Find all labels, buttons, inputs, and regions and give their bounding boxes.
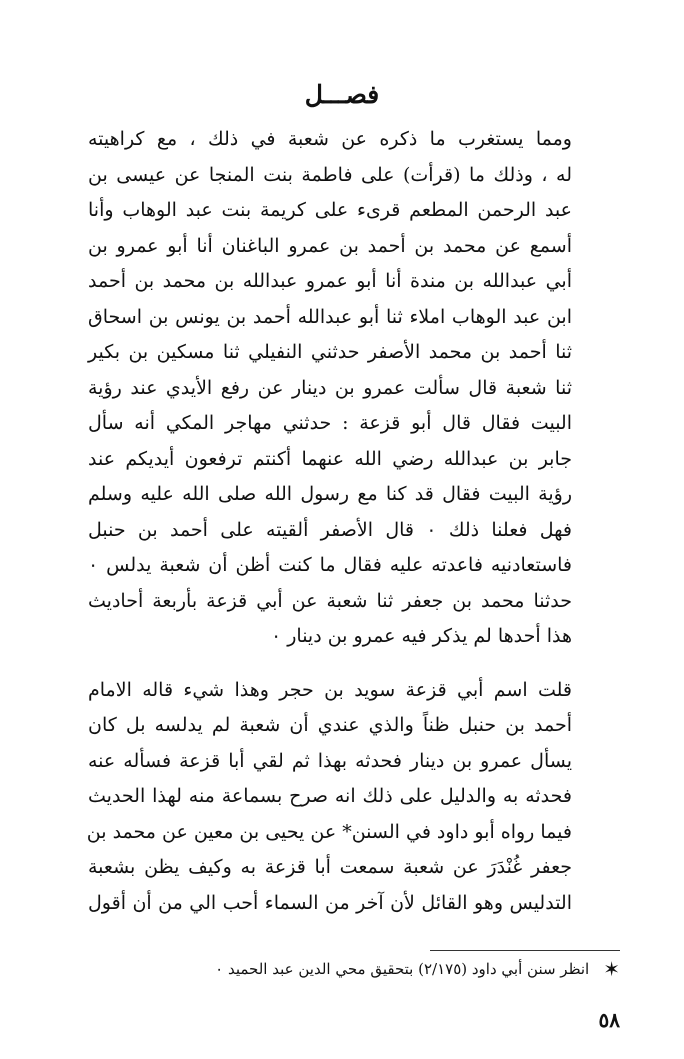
text-line: قلت اسم أبي قزعة سويد بن حجر وهذا شيء قاله الامام (88, 678, 572, 701)
text-line: البيت فقال قال أبو قزعة : حدثني مهاجر المكي أنه سأل (88, 412, 572, 434)
text-line: أبي عبدالله بن مندة أنا أبو عمرو عبدالله بن محمد بن أحمد (88, 270, 572, 292)
section-heading-text: فصـــل (304, 80, 380, 109)
text-line: جابر بن عبدالله رضي الله عنهما أكنتم ترفعون أيديكم عند (88, 447, 572, 470)
text-line: فاستعادنيه فاعدته عليه فقال ما كنت أظن أن شعبة يدلس ٠ (88, 554, 572, 576)
text-line: التدليس وهو القائل لأن آخر من السماء أحب الي من أن أقول (88, 891, 572, 914)
footnote-divider (430, 950, 620, 951)
text-line: يسأل عمرو بن دينار فحدثه بهذا ثم لقي أبا قزعة فسأله عنه (88, 749, 572, 772)
text-line: ابن عبد الوهاب املاء ثنا أبو عبدالله أحمد بن يونس بن اسحاق (88, 305, 572, 328)
footnote-star-icon: ✶ (603, 957, 620, 981)
footnote-text: انظر سنن أبي داود (٢/١٧٥) بتحقيق محي الدين عبد الحميد ٠ (215, 960, 590, 978)
text-line: عبد الرحمن المطعم قرىء على كريمة بنت عبد الوهاب وأنا (88, 199, 572, 221)
section-heading (0, 78, 684, 112)
body-text (88, 122, 620, 921)
text-line: جعفر غُنْدَرَ عن شعبة سمعت أبا قزعة به وكيف يظن بشعبة (88, 856, 572, 878)
text-line: حدثنا محمد بن جعفر ثنا شعبة عن أبي قزعة بأربعة أحاديث (88, 589, 572, 612)
paragraph-1 (88, 122, 620, 655)
page-number: ٥٨ (598, 1008, 620, 1032)
text-line: رؤية البيت فقال قد كنا مع رسول الله صلى الله عليه وسلم (88, 483, 572, 505)
text-line: هذا أحدها لم يذكر فيه عمرو بن دينار ٠ (270, 625, 572, 647)
footnote (120, 958, 620, 980)
text-line: أسمع عن محمد بن أحمد بن عمرو الباغنان أنا أبو عمرو بن (88, 234, 572, 257)
text-line: أحمد بن حنبل ظناً والذي عندي أن شعبة لم يدلسه بل كان (88, 714, 572, 736)
text-line: ومما يستغرب ما ذكره عن شعبة في ذلك ، مع كراهيته (88, 128, 572, 150)
paragraph-2 (88, 673, 620, 922)
text-line: ثنا أحمد بن محمد الأصفر حدثني النفيلي ثنا مسكين بن بكير (88, 341, 572, 363)
text-line: فهل فعلنا ذلك ٠ قال الأصفر ألقيته على أحمد بن حنبل (88, 518, 572, 541)
text-line: له ، وذلك ما (قرأت) على فاطمة بنت المنجا عن عيسى بن (88, 163, 572, 186)
text-line: ثنا شعبة قال سألت عمرو بن دينار عن رفع الأيدي عند رؤية (88, 376, 572, 399)
text-line: فحدثه به والدليل على ذلك انه صرح بسماعة منه لهذا الحديث (88, 785, 572, 807)
text-line: فيما رواه أبو داود في السنن* عن يحيى بن معين عن محمد بن (86, 820, 572, 843)
